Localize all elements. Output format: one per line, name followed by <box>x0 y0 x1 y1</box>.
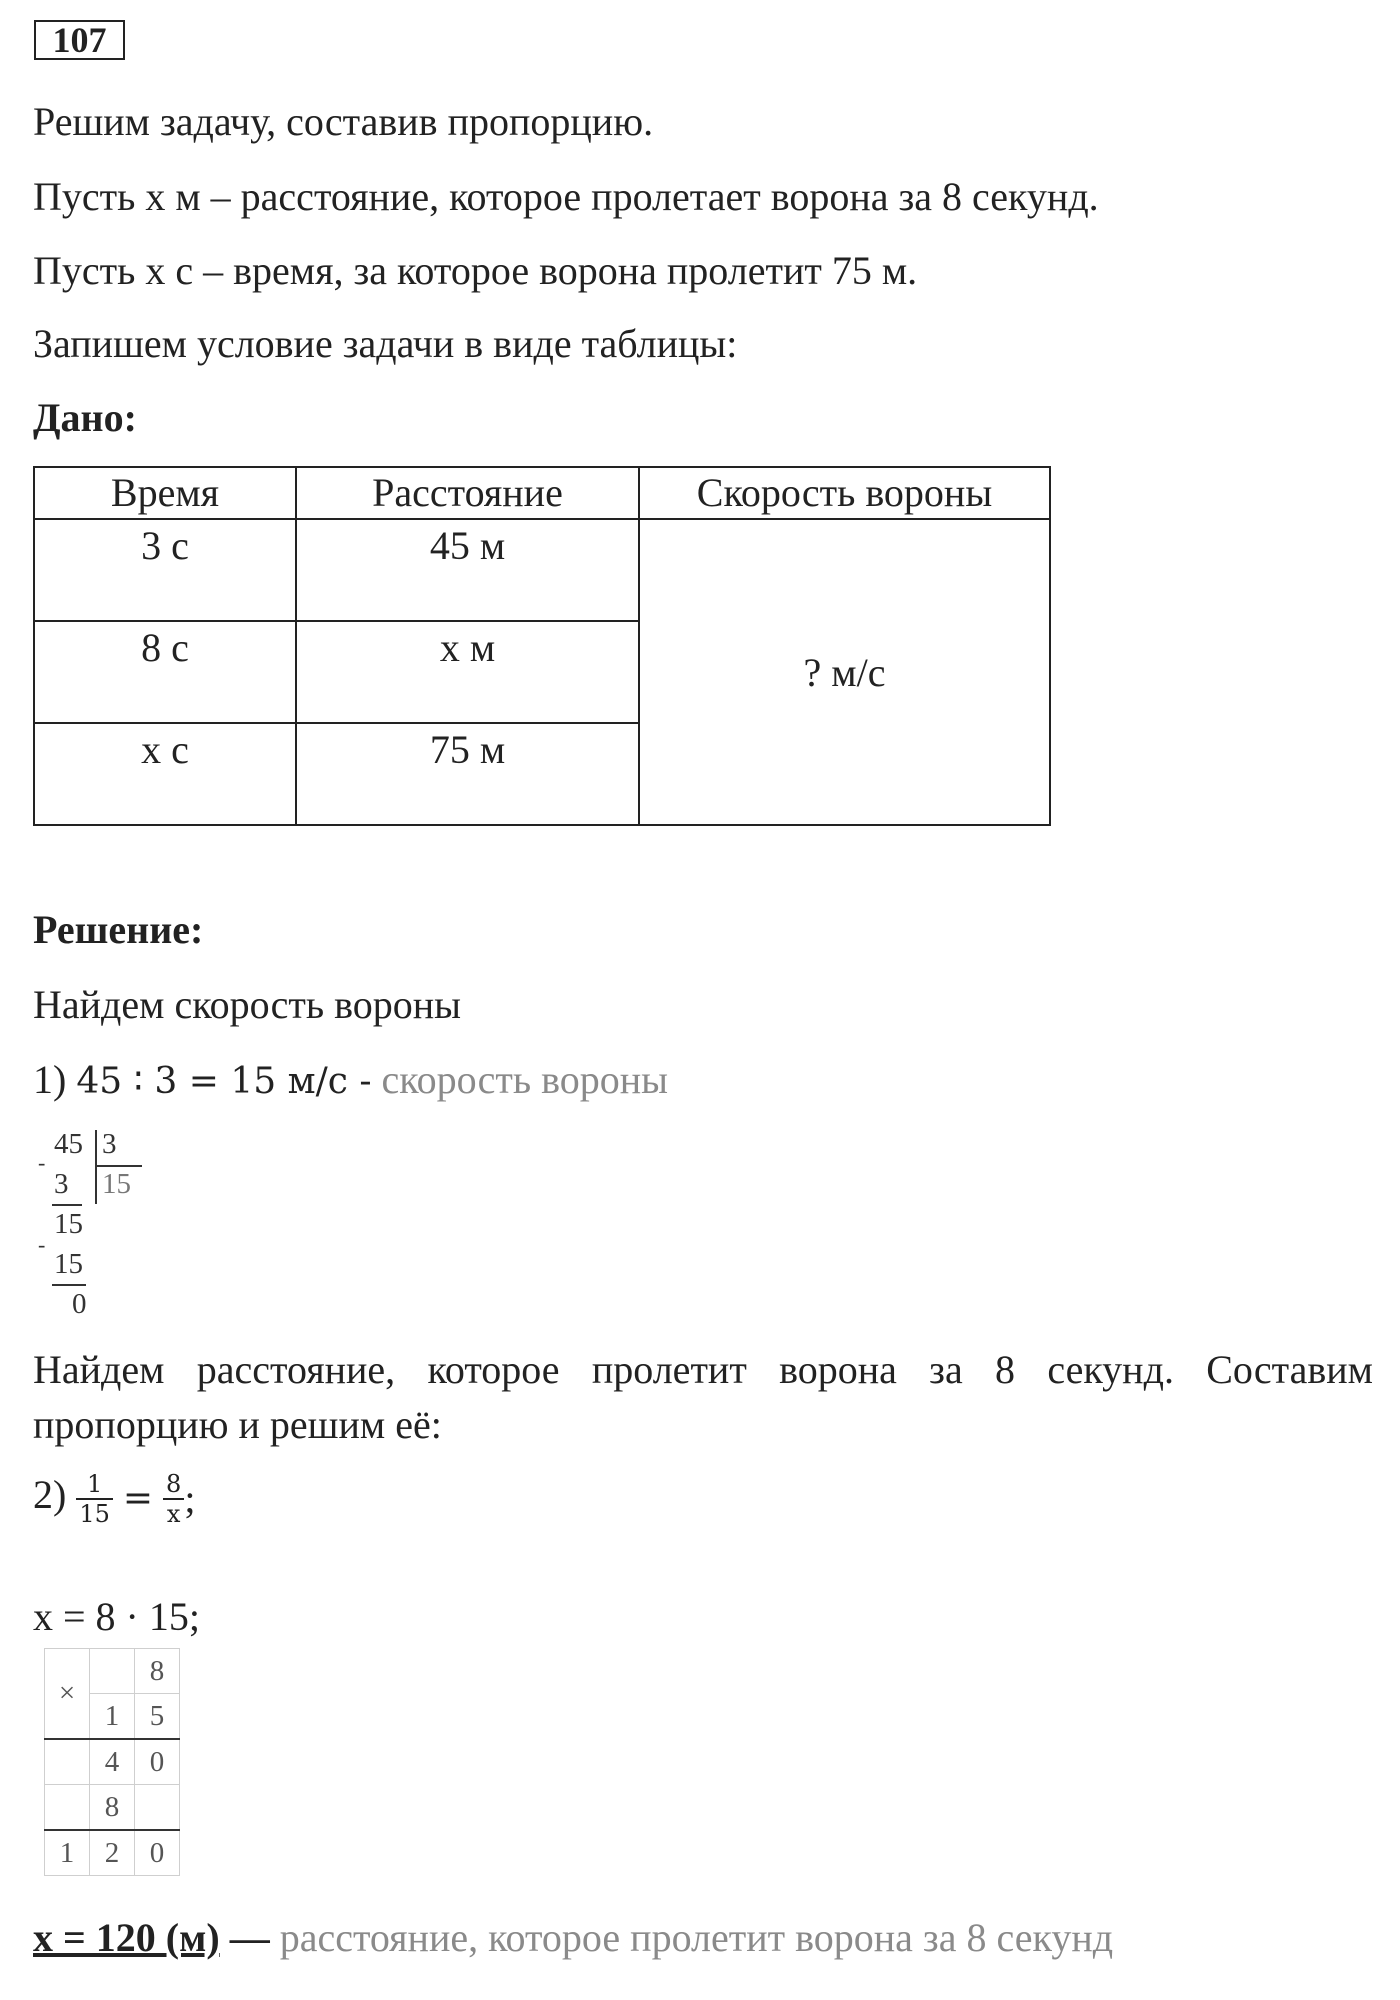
division-remainder-1: 15 <box>54 1208 83 1240</box>
division-divisor: 3 <box>102 1128 117 1160</box>
mult-cell <box>90 1649 135 1694</box>
multiplication-sign: × <box>45 1649 90 1740</box>
intro-line-2: Пусть х м – расстояние, которое пролетает ворона за 8 секунд. <box>33 174 1099 219</box>
step1-note: скорость вороны <box>381 1057 669 1102</box>
mult-cell: 2 <box>90 1830 135 1876</box>
step1-intro: Найдем скорость вороны <box>33 982 461 1027</box>
mult-cell: 1 <box>90 1694 135 1740</box>
cell-time-3: х с <box>34 723 296 825</box>
proportion-equals: = <box>122 1478 154 1519</box>
mult-cell: 8 <box>90 1785 135 1831</box>
answer-line <box>33 1915 1114 1960</box>
cell-speed: ? м/с <box>639 519 1050 825</box>
intro-line-1: Решим задачу, составив пропорцию. <box>33 99 654 144</box>
mult-cell: 5 <box>135 1694 180 1740</box>
task-number: 107 <box>34 20 125 60</box>
mult-cell: 0 <box>135 1830 180 1876</box>
header-time: Время <box>34 467 296 519</box>
header-distance: Расстояние <box>296 467 639 519</box>
header-speed: Скорость вороны <box>639 467 1050 519</box>
answer-note: расстояние, которое пролетит ворона за 8 секунд <box>279 1915 1114 1960</box>
step2-prefix: 2) <box>33 1472 67 1518</box>
step2-intro-2: пропорцию и решим её: <box>33 1402 442 1447</box>
cell-time-2: 8 с <box>34 621 296 723</box>
mult-cell: 0 <box>135 1739 180 1785</box>
mult-cell <box>135 1785 180 1831</box>
answer-dash: — <box>219 1915 270 1960</box>
fraction-1: $\frac{1}{15}$ <box>76 1470 113 1528</box>
mult-cell: 1 <box>45 1830 90 1876</box>
division-subtrahend-2: 15 <box>54 1248 83 1280</box>
division-remainder-2: 0 <box>72 1288 87 1320</box>
solution-label: Решение: <box>33 907 204 952</box>
mult-cell: 4 <box>90 1739 135 1785</box>
cell-time-1: 3 с <box>34 519 296 621</box>
mult-cell <box>45 1785 90 1831</box>
division-quotient: 15 <box>102 1168 131 1200</box>
step1-prefix: 1) <box>33 1057 67 1102</box>
mult-cell: 8 <box>135 1649 180 1694</box>
step2-intro: Найдем расстояние, которое пролетит ворона за 8 секунд. Составим <box>33 1347 1373 1392</box>
step2-proportion <box>33 1470 195 1528</box>
intro-line-4: Запишем условие задачи в виде таблицы: <box>33 321 738 366</box>
step2-calculation: х = 8 · 15; <box>33 1594 200 1639</box>
given-table <box>33 466 1051 826</box>
cell-distance-1: 45 м <box>296 519 639 621</box>
fraction-2: $\frac{8}{х}$ <box>163 1470 184 1528</box>
step1-expression: 45 ∶ 3 = 15 м/с - <box>76 1061 372 1102</box>
long-division: 45 3 - 3 15 15 - 15 0 <box>38 1128 158 1328</box>
step1-line <box>33 1057 669 1102</box>
division-subtrahend-1: 3 <box>54 1168 69 1200</box>
mult-cell <box>45 1739 90 1785</box>
given-label: Дано: <box>33 395 137 440</box>
cell-distance-3: 75 м <box>296 723 639 825</box>
cell-distance-2: х м <box>296 621 639 723</box>
proportion-tail: ; <box>184 1476 196 1521</box>
answer-value: х = 120 (м) <box>33 1915 220 1960</box>
multiplication-grid <box>44 1648 180 1876</box>
intro-line-3: Пусть х с – время, за которое ворона пролетит 75 м. <box>33 248 918 293</box>
division-dividend: 45 <box>54 1128 83 1160</box>
